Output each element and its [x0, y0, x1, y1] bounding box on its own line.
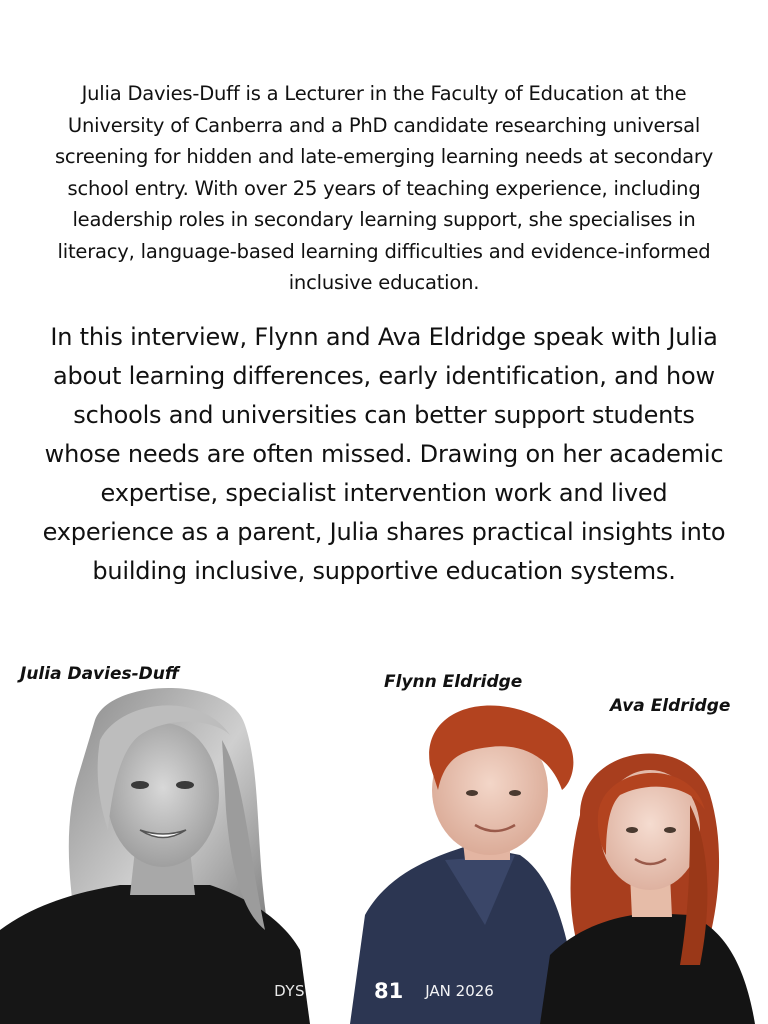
name-label-julia: Julia Davies-Duff — [20, 664, 180, 684]
name-label-ava: Ava Eldridge — [610, 696, 731, 716]
page-footer — [0, 976, 768, 1006]
page-number: 81 — [374, 979, 404, 1003]
julia-photo — [0, 680, 310, 1024]
issue-date: JAN 2026 — [425, 982, 494, 1000]
name-label-flynn: Flynn Eldridge — [384, 672, 523, 692]
intro-paragraph: In this interview, Flynn and Ava Eldridge speak with Julia about learning differences, early identification, and how schools and universities can better support students whose needs are often missed. Drawing on her academic expertise, specialist intervention work and lived experience as a parent, Julia shares practical insights into building inclusive, supportive education systems. — [42, 323, 726, 585]
magazine-brand: DYSTINCT — [274, 982, 353, 1000]
bio-paragraph: Julia Davies-Duff is a Lecturer in the Faculty of Education at the University of Canberra and a PhD candidate researching universal screening for hidden and late-emerging learning needs at secondary school entry. With over 25 years of teaching experience, including leadership roles in secondary learning support, she specialises in literacy, language-based learning difficulties and evidence-informed inclusive education. — [54, 82, 714, 294]
